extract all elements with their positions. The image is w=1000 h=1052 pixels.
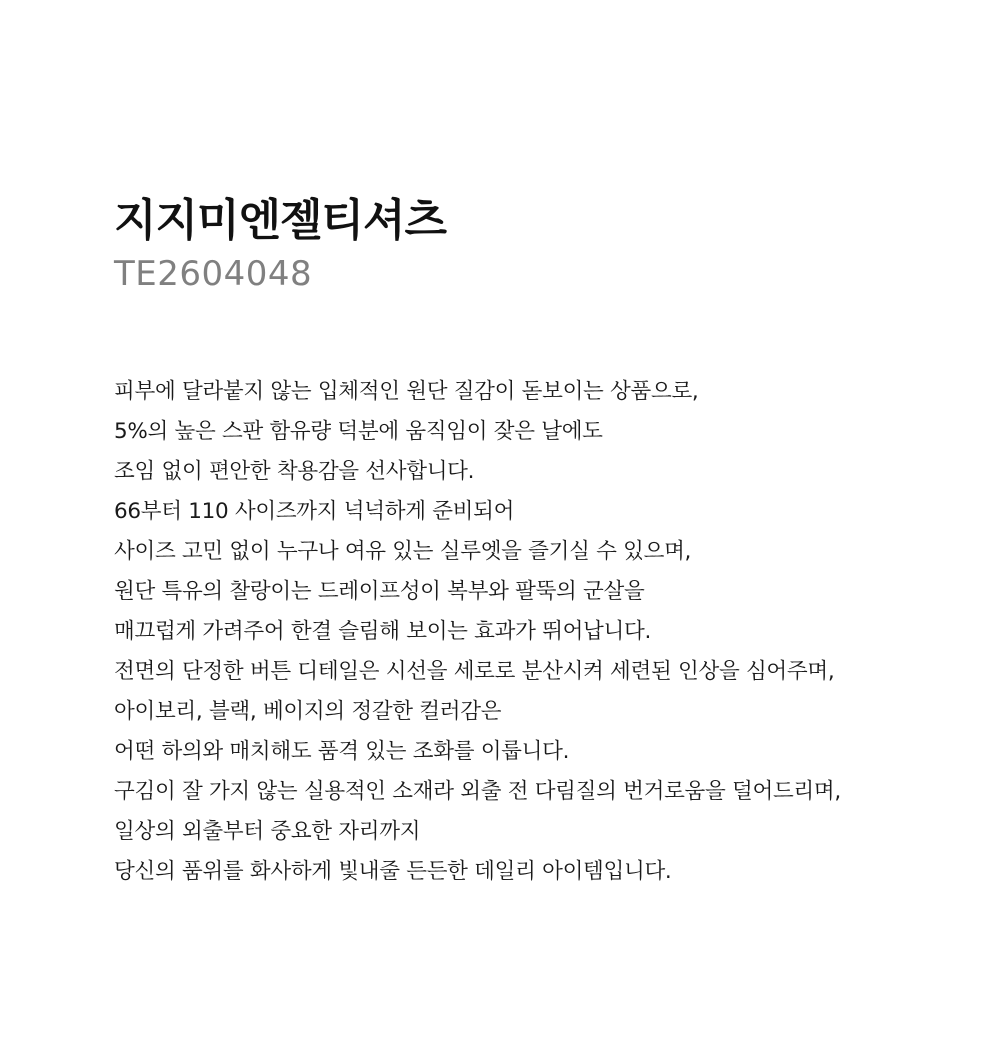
description-line: 조임 없이 편안한 착용감을 선사합니다. [114,459,475,484]
description-line: 구김이 잘 가지 않는 실용적인 소재라 외출 전 다림질의 번거로움을 덜어드리며, [114,779,841,804]
description-line: 피부에 달라붙지 않는 입체적인 원단 질감이 돋보이는 상품으로, [114,379,699,404]
description-line: 5%의 높은 스판 함유량 덕분에 움직임이 잦은 날에도 [114,419,603,444]
description-line: 당신의 품위를 화사하게 빛내줄 든든한 데일리 아이템입니다. [114,859,672,884]
description-line: 매끄럽게 가려주어 한결 슬림해 보이는 효과가 뛰어납니다. [114,619,651,644]
description-line: 원단 특유의 찰랑이는 드레이프성이 복부와 팔뚝의 군살을 [114,579,645,604]
description-line: 어떤 하의와 매치해도 품격 있는 조화를 이룹니다. [114,739,570,764]
description-line: 66부터 110 사이즈까지 넉넉하게 준비되어 [114,499,515,524]
description-line: 사이즈 고민 없이 누구나 여유 있는 실루엣을 즐기실 수 있으며, [114,539,692,564]
description-line: 일상의 외출부터 중요한 자리까지 [114,819,421,844]
product-header [114,192,934,296]
description-line: 전면의 단정한 버튼 디테일은 시선을 세로로 분산시켜 세련된 인상을 심어주며, [114,659,835,684]
product-code: TE2604048 [114,254,313,294]
product-description [114,372,974,892]
product-title: 지지미엔젤티셔츠 [114,195,447,246]
description-line: 아이보리, 블랙, 베이지의 정갈한 컬러감은 [114,699,502,724]
